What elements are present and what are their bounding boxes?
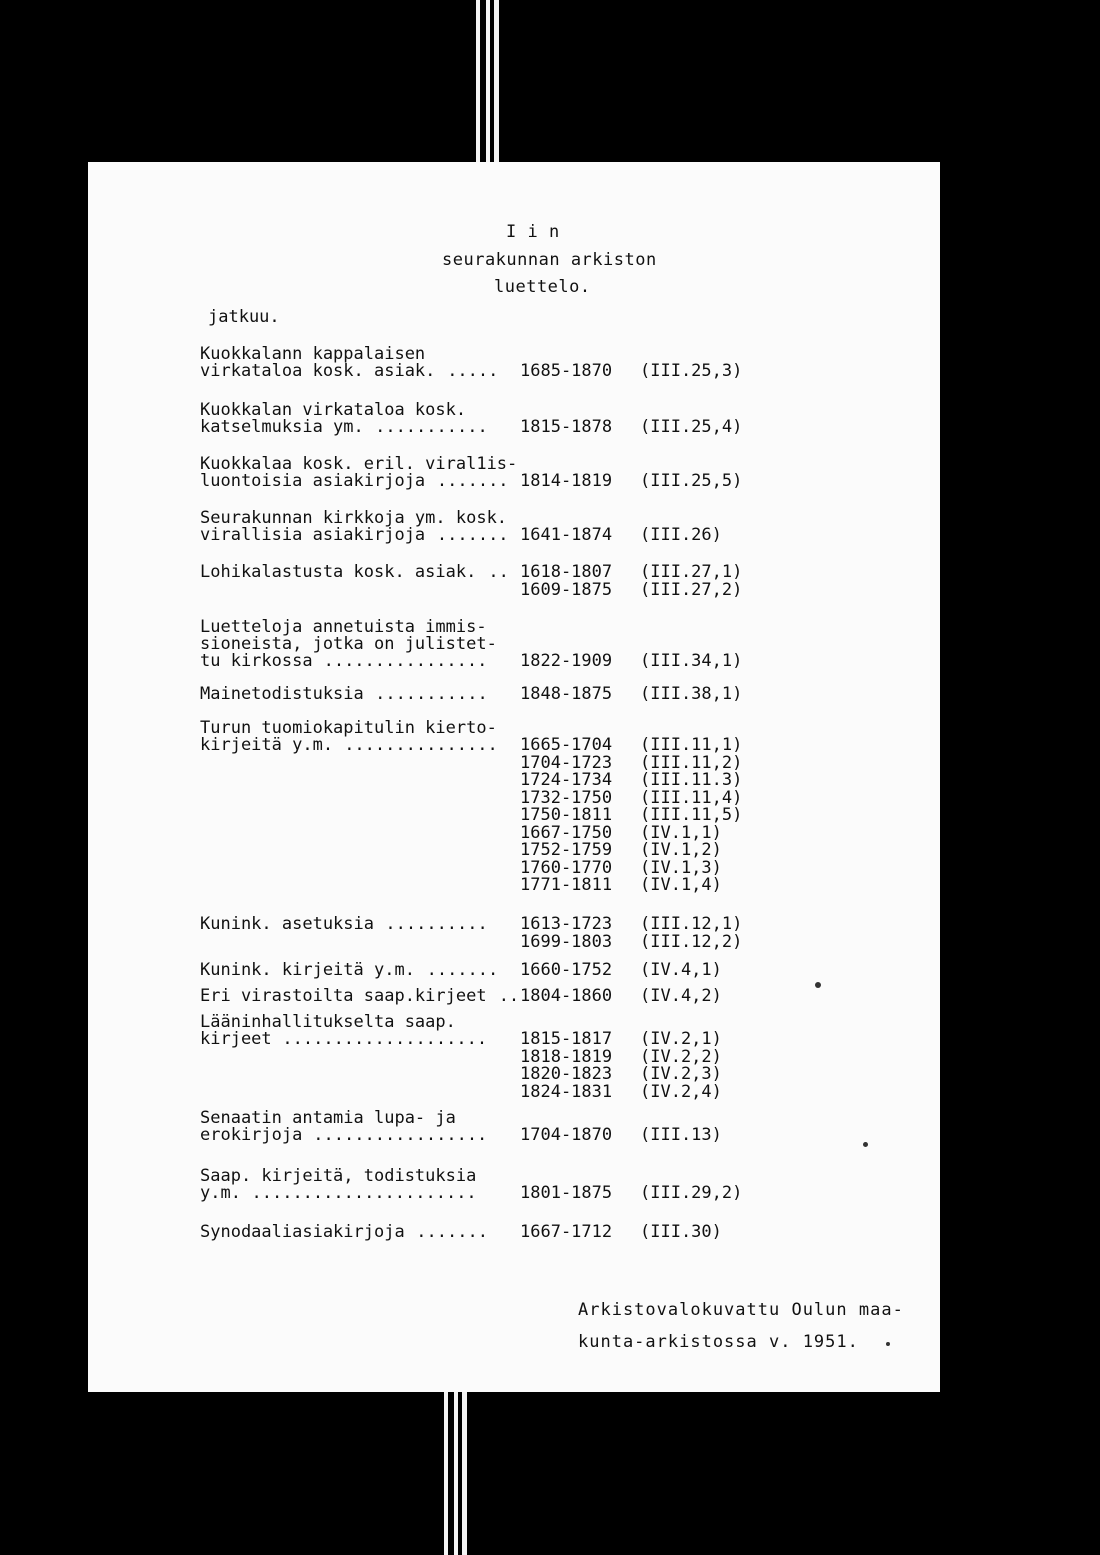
leader-dots: ...............: [344, 735, 498, 755]
entry-years: 1814-1819: [520, 471, 613, 491]
list-item-desc-line: [88, 1166, 940, 1186]
film-strip-line: [444, 1385, 448, 1555]
list-item: [88, 651, 940, 671]
list-item: [88, 361, 940, 381]
leader-dots: ....................: [282, 1029, 488, 1049]
entry-reference: (III.30): [640, 1222, 722, 1242]
entry-description: Eri virastoilta saap.kirjeet: [200, 986, 487, 1006]
entry-description: Kuokkalann kappalaisen: [200, 344, 426, 364]
entry-years: 1667-1750: [520, 822, 613, 843]
entry-reference: (III.13): [640, 1125, 722, 1145]
film-strip-line: [476, 0, 480, 170]
entry-reference: (III.12,2): [640, 931, 743, 952]
list-item: [88, 960, 940, 980]
entry-years: 1822-1909: [520, 651, 613, 671]
entry-description: y.m.: [200, 1183, 241, 1203]
film-strip-line: [454, 1385, 458, 1555]
footer-line-2: kunta-arkistossa v. 1951.: [578, 1332, 859, 1352]
list-item-desc-line: [88, 634, 940, 654]
list-item: [88, 471, 940, 491]
entry-description: Kuokkalan virkataloa kosk.: [200, 400, 467, 420]
entry-years: 1704-1870: [520, 1125, 613, 1145]
entry-years: 1848-1875: [520, 684, 613, 704]
entry-years: 1699-1803: [520, 931, 613, 952]
leader-dots: .................: [313, 1125, 488, 1145]
leader-dots: ..: [498, 986, 520, 1006]
list-item-desc-line: [88, 508, 940, 528]
entry-reference: (III.25,5): [640, 471, 743, 491]
entry-years: 1665-1704: [520, 735, 613, 755]
entry-years: 1660-1752: [520, 960, 613, 980]
entry-years: 1732-1750: [520, 787, 613, 808]
entry-description: virkataloa kosk. asiak.: [200, 361, 436, 381]
entry-years: 1724-1734: [520, 770, 613, 790]
entry-years: 1815-1878: [520, 417, 613, 437]
list-item-desc-line: [88, 344, 940, 364]
entry-reference: (III.29,2): [640, 1183, 743, 1203]
leader-dots: .....: [447, 361, 499, 381]
leader-dots: ...........: [375, 684, 488, 704]
entry-reference: (IV.2,2): [640, 1046, 722, 1067]
entry-years: 1760-1770: [520, 857, 613, 878]
entry-years: 1771-1811: [520, 875, 613, 895]
list-item: [88, 1125, 940, 1145]
film-strip-line: [494, 0, 499, 170]
entry-years: 1752-1759: [520, 840, 613, 860]
entry-reference: (III.11,2): [640, 752, 743, 773]
entry-reference: (IV.1,2): [640, 840, 722, 860]
list-item: [88, 1029, 940, 1102]
title-line-1: I i n: [506, 222, 560, 242]
list-item-desc-line: [88, 617, 940, 637]
entry-reference: (IV.2,3): [640, 1064, 722, 1084]
list-item-desc-line: [88, 1108, 940, 1128]
list-item: [88, 735, 940, 895]
entry-years: 1750-1811: [520, 805, 613, 825]
entry-reference: (IV.2,1): [640, 1029, 722, 1049]
leader-dots: ..........: [385, 914, 488, 934]
entry-description: Lohikalastusta kosk. asiak.: [200, 562, 477, 582]
leader-dots: ...........: [375, 417, 488, 437]
entry-description: Seurakunnan kirkkoja ym. kosk.: [200, 508, 508, 528]
entry-description: Mainetodistuksia: [200, 684, 364, 704]
list-item: [88, 1183, 940, 1203]
leader-dots: ......................: [251, 1183, 477, 1203]
list-item-desc-line: [88, 454, 940, 474]
list-item: [88, 986, 940, 1006]
entry-description: kirjeitä y.m.: [200, 735, 334, 755]
leader-dots: .......: [426, 960, 499, 980]
entry-description: tu kirkossa: [200, 651, 313, 671]
entry-description: Lääninhallitukselta saap.: [200, 1012, 456, 1032]
entry-years: 1618-1807: [520, 562, 613, 582]
entry-reference: (III.25,4): [640, 417, 743, 437]
list-item-desc-line: [88, 1012, 940, 1032]
entry-description: katselmuksia ym.: [200, 417, 364, 437]
list-item: [88, 914, 940, 952]
document-page: [88, 162, 940, 1392]
entry-description: virallisia asiakirjoja: [200, 525, 426, 545]
entry-description: kirjeet: [200, 1029, 272, 1049]
entry-reference: (III.11,4): [640, 787, 743, 808]
entry-years: 1613-1723: [520, 914, 613, 934]
entry-reference: (III.38,1): [640, 684, 743, 704]
entry-description: Synodaaliasiakirjoja: [200, 1222, 405, 1242]
entry-description: Luetteloja annetuista immis-: [200, 617, 487, 637]
scan-speck: [863, 1142, 868, 1147]
entry-reference: (IV.4,1): [640, 960, 722, 980]
entry-years: 1820-1823: [520, 1064, 613, 1084]
title-line-2: seurakunnan arkiston: [442, 250, 657, 270]
leader-dots: .......: [416, 1222, 488, 1242]
continued-label: jatkuu.: [208, 307, 280, 327]
list-item: [88, 684, 940, 704]
footer-line-1: Arkistovalokuvattu Oulun maa-: [578, 1300, 904, 1320]
entry-description: sioneista, jotka on julistet-: [200, 634, 497, 654]
entry-years: 1815-1817: [520, 1029, 613, 1049]
entry-description: luontoisia asiakirjoja: [200, 471, 426, 491]
entry-reference: (III.26): [640, 525, 722, 545]
entry-reference: (IV.1,3): [640, 857, 722, 878]
entry-description: Kunink. asetuksia: [200, 914, 374, 934]
leader-dots: ..: [488, 562, 509, 582]
entry-reference: (III.25,3): [640, 361, 743, 381]
entry-reference: (IV.2,4): [640, 1081, 722, 1102]
leader-dots: .......: [436, 525, 509, 545]
entry-reference: (III.12,1): [640, 914, 743, 934]
film-strip-line: [462, 1385, 467, 1555]
entry-reference: (III.11,5): [640, 805, 743, 825]
entry-years: 1609-1875: [520, 579, 613, 600]
scan-speck: [886, 1342, 890, 1346]
entry-description: Turun tuomiokapitulin kierto-: [200, 718, 497, 738]
leader-dots: ................: [323, 651, 488, 671]
list-item: [88, 525, 940, 545]
entry-years: 1667-1712: [520, 1222, 613, 1242]
list-item: [88, 562, 940, 600]
entry-description: Kuokkalaa kosk. eril. viral1is-: [200, 454, 518, 474]
entry-reference: (III.27,2): [640, 579, 743, 600]
entry-years: 1824-1831: [520, 1081, 613, 1102]
title-line-3: luettelo.: [494, 277, 591, 297]
entry-years: 1804-1860: [520, 986, 613, 1006]
entry-description: erokirjoja: [200, 1125, 303, 1145]
entry-reference: (III.11,1): [640, 735, 743, 755]
entry-reference: (IV.1,1): [640, 822, 722, 843]
entry-years: 1818-1819: [520, 1046, 613, 1067]
entry-years: 1685-1870: [520, 361, 613, 381]
leader-dots: .......: [436, 471, 509, 491]
entry-years: 1704-1723: [520, 752, 613, 773]
entry-reference: (III.34,1): [640, 651, 743, 671]
list-item-desc-line: [88, 400, 940, 420]
scan-speck: [815, 982, 821, 988]
entry-reference: (III.27,1): [640, 562, 743, 582]
entry-reference: (IV.4,2): [640, 986, 722, 1006]
film-strip-line: [486, 0, 490, 170]
entry-years: 1801-1875: [520, 1183, 613, 1203]
entry-reference: (III.11.3): [640, 770, 743, 790]
entry-reference: (IV.1,4): [640, 875, 722, 895]
list-item: [88, 1222, 940, 1242]
entry-years: 1641-1874: [520, 525, 613, 545]
entry-description: Senaatin antamia lupa- ja: [200, 1108, 456, 1128]
entry-description: Kunink. kirjeitä y.m.: [200, 960, 415, 980]
list-item: [88, 417, 940, 437]
entry-description: Saap. kirjeitä, todistuksia: [200, 1166, 477, 1186]
list-item-desc-line: [88, 718, 940, 738]
